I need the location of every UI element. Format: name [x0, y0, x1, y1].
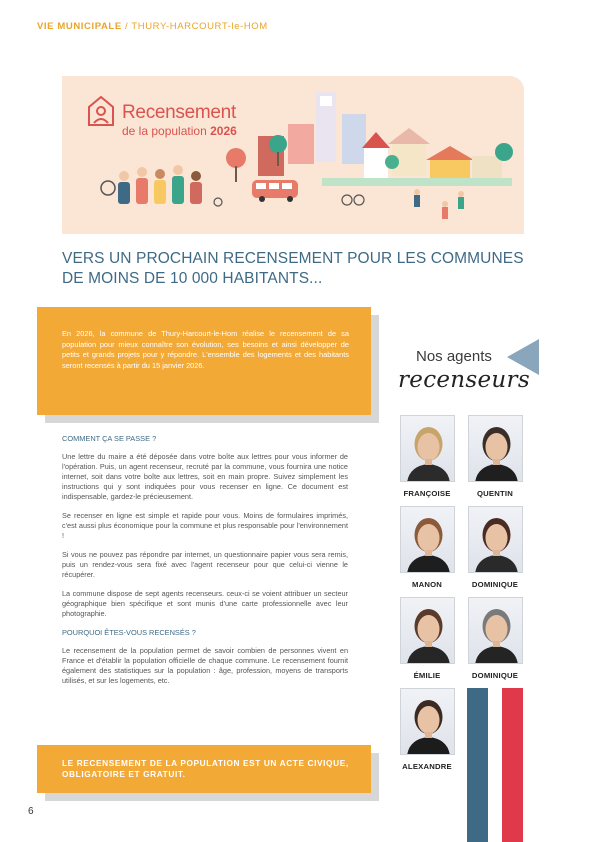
article-body: [62, 434, 348, 695]
section-label: VIE MUNICIPALE: [37, 21, 122, 32]
paragraph: Une lettre du maire a été déposée dans votre boîte aux lettres pour vous informer de l'opération. Puis, un agent recenseur, recruté par la commune, vous fournira une notice internet, soit dans votre boîte aux lettres, soit en main propre. Suivez simplement les instructions qui y sont indiquées pour vous recenser en ligne. Ce document est indispensable, gardez-le précieusement.: [62, 452, 348, 501]
agent-photo: [468, 506, 523, 573]
paragraph: La commune dispose de sept agents recenseurs. ceux-ci se voient attribuer un secteur géographique bien spécifique et sont munis d'une carte professionnelle avec leur photographie.: [62, 589, 348, 618]
page-number: 6: [28, 806, 34, 817]
paragraph: Se recenser en ligne est simple et rapide pour vous. Moins de formulaires imprimés, c'est aussi plus économique pour la commune et plus responsable pour l'environnement !: [62, 511, 348, 540]
agent-name: DOMINIQUE: [471, 580, 519, 589]
article-headline: VERS UN PROCHAIN RECENSEMENT POUR LES COMMUNES DE MOINS DE 10 000 HABITANTS...: [62, 250, 524, 287]
agent-photo: [400, 597, 455, 664]
agent-name: QUENTIN: [477, 489, 513, 498]
agent-name: FRANÇOISE: [403, 489, 451, 498]
agent-card: [397, 506, 457, 589]
agent-photo: [468, 415, 523, 482]
agents-title: Nos agents: [416, 348, 492, 365]
agent-photo: [400, 688, 455, 755]
heading-why: POURQUOI ÊTES-VOUS RECENSÉS ?: [62, 628, 196, 637]
agent-photo: [400, 506, 455, 573]
agent-name: ALEXANDRE: [402, 762, 452, 771]
agent-card: [397, 688, 457, 771]
agent-card: [465, 506, 525, 589]
heading-how-it-works: COMMENT ÇA SE PASSE ?: [62, 434, 157, 443]
agent-card: [465, 415, 525, 498]
census-illustration: [62, 76, 524, 234]
agent-photo: [400, 415, 455, 482]
census-logo-icon: [88, 96, 114, 126]
agents-script-title: recenseurs: [398, 367, 530, 393]
agent-photo: [468, 597, 523, 664]
agent-card: [397, 415, 457, 498]
flag-stripe-blue: [467, 688, 488, 842]
intro-callout: [37, 307, 371, 415]
flag-stripe-red: [502, 688, 523, 842]
outro-text: LE RECENSEMENT DE LA POPULATION EST UN ACTE CIVIQUE, OBLIGATOIRE ET GRATUIT.: [62, 758, 349, 779]
header-separator: /: [125, 21, 129, 32]
agent-card: [465, 597, 525, 680]
town-name: THURY-HARCOURT-le-HOM: [131, 21, 268, 32]
agent-name: ÉMILIE: [413, 671, 441, 680]
banner-title: Recensement: [122, 102, 236, 123]
banner-subtitle-text: de la population: [122, 124, 207, 138]
paragraph: Le recensement de la population permet de savoir combien de personnes vivent en France et d'établir la population officielle de chaque commune. Le recensement fournit également des statistiques sur la population : âge, profession, moyens de transports utilisés, et sur les logements, etc.: [62, 646, 348, 685]
page-header: [37, 21, 268, 32]
agent-name: DOMINIQUE: [471, 671, 519, 680]
intro-text: En 2026, la commune de Thury-Harcourt-le-Hom réalise le recensement de sa population pour mieux connaître son évolution, ses besoins et ainsi développer de petits et grands projets pour y répondre. L'ensemble des logements et des habitants seront recensés à partir du 15 janvier 2026.: [62, 329, 349, 370]
paragraph: Si vous ne pouvez pas répondre par internet, un questionnaire papier vous sera remis, puis un rendez-vous sera fixé avec l'agent recenseur pour que celui-ci vienne le récupérer.: [62, 550, 348, 579]
outro-callout: [37, 745, 371, 793]
census-banner: [62, 76, 524, 234]
banner-subtitle: [122, 124, 237, 138]
agent-card: [397, 597, 457, 680]
agent-name: MANON: [411, 580, 443, 589]
banner-year: 2026: [210, 124, 237, 138]
